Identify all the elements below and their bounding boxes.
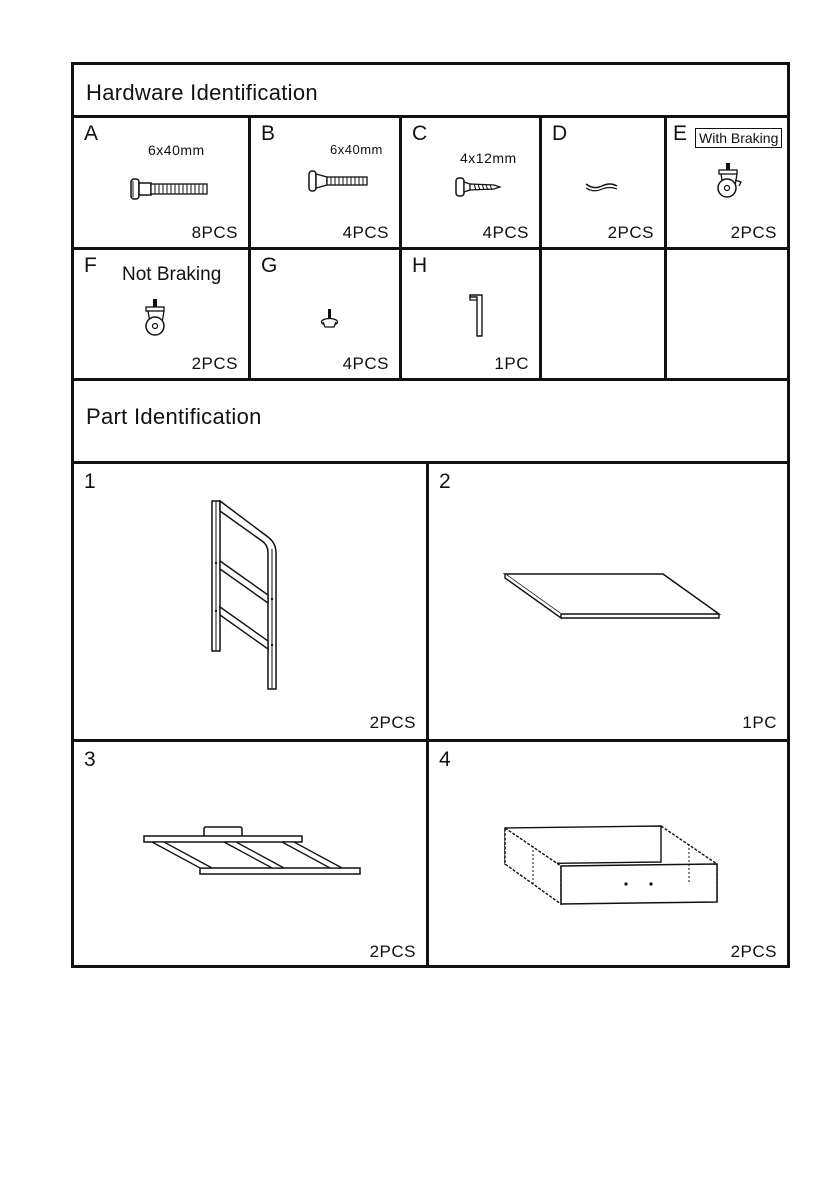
hardware-letter: G (261, 254, 278, 277)
part-cell-2 (429, 464, 787, 739)
connector-bolt-icon (307, 168, 371, 194)
hardware-cell-d (542, 118, 664, 247)
part-number: 1 (84, 470, 96, 493)
hardware-qty: 4PCS (342, 354, 389, 373)
part-number: 4 (439, 748, 451, 771)
top-panel-icon (503, 572, 723, 622)
foot-glide-icon (319, 308, 341, 330)
hardware-letter: H (412, 254, 428, 277)
part-qty: 2PCS (369, 713, 416, 732)
hardware-cell-g (251, 250, 399, 378)
divider (74, 378, 787, 381)
screw-icon (454, 176, 504, 198)
hardware-qty: 2PCS (191, 354, 238, 373)
part-cell-3 (74, 742, 426, 968)
allen-key-icon (468, 294, 488, 340)
part-number: 3 (84, 748, 96, 771)
hardware-cell-b (251, 118, 399, 247)
hardware-letter: F (84, 254, 97, 277)
drawer-box-icon (503, 824, 723, 910)
part-qty: 2PCS (730, 942, 777, 961)
part-cell-4 (429, 742, 787, 968)
hardware-cell-a (74, 118, 248, 247)
hardware-letter: C (412, 122, 428, 145)
hardware-qty: 8PCS (191, 223, 238, 242)
hardware-qty: 2PCS (607, 223, 654, 242)
hardware-letter: E (673, 122, 688, 145)
hardware-spec: 6x40mm (330, 142, 383, 157)
side-frame-icon (206, 499, 286, 694)
hardware-qty: 1PC (494, 354, 529, 373)
hardware-section-title: Hardware Identification (86, 80, 318, 105)
hardware-cell-c (402, 118, 539, 247)
part-qty: 2PCS (369, 942, 416, 961)
braking-label: With Braking (695, 128, 782, 148)
hardware-letter: D (552, 122, 568, 145)
hardware-qty: 4PCS (482, 223, 529, 242)
caster-icon (140, 298, 174, 340)
hardware-qty: 4PCS (342, 223, 389, 242)
hardware-cell-h (402, 250, 539, 378)
hardware-letter: B (261, 122, 276, 145)
hardware-letter: A (84, 122, 99, 145)
hardware-spec: 4x12mm (460, 150, 517, 166)
part-qty: 1PC (742, 713, 777, 732)
part-cell-1 (74, 464, 426, 739)
not-braking-label: Not Braking (122, 264, 222, 285)
part-section-title: Part Identification (86, 404, 262, 429)
hardware-cell-e (667, 118, 787, 247)
drawer-runner-frame-icon (142, 826, 362, 886)
bolt-icon (129, 176, 209, 202)
assembly-sheet (71, 62, 790, 968)
hardware-spec: 6x40mm (148, 142, 205, 158)
caster-braking-icon (713, 162, 747, 202)
hardware-cell-f (74, 250, 248, 378)
handle-clip-icon (584, 180, 620, 194)
part-number: 2 (439, 470, 451, 493)
hardware-qty: 2PCS (730, 223, 777, 242)
